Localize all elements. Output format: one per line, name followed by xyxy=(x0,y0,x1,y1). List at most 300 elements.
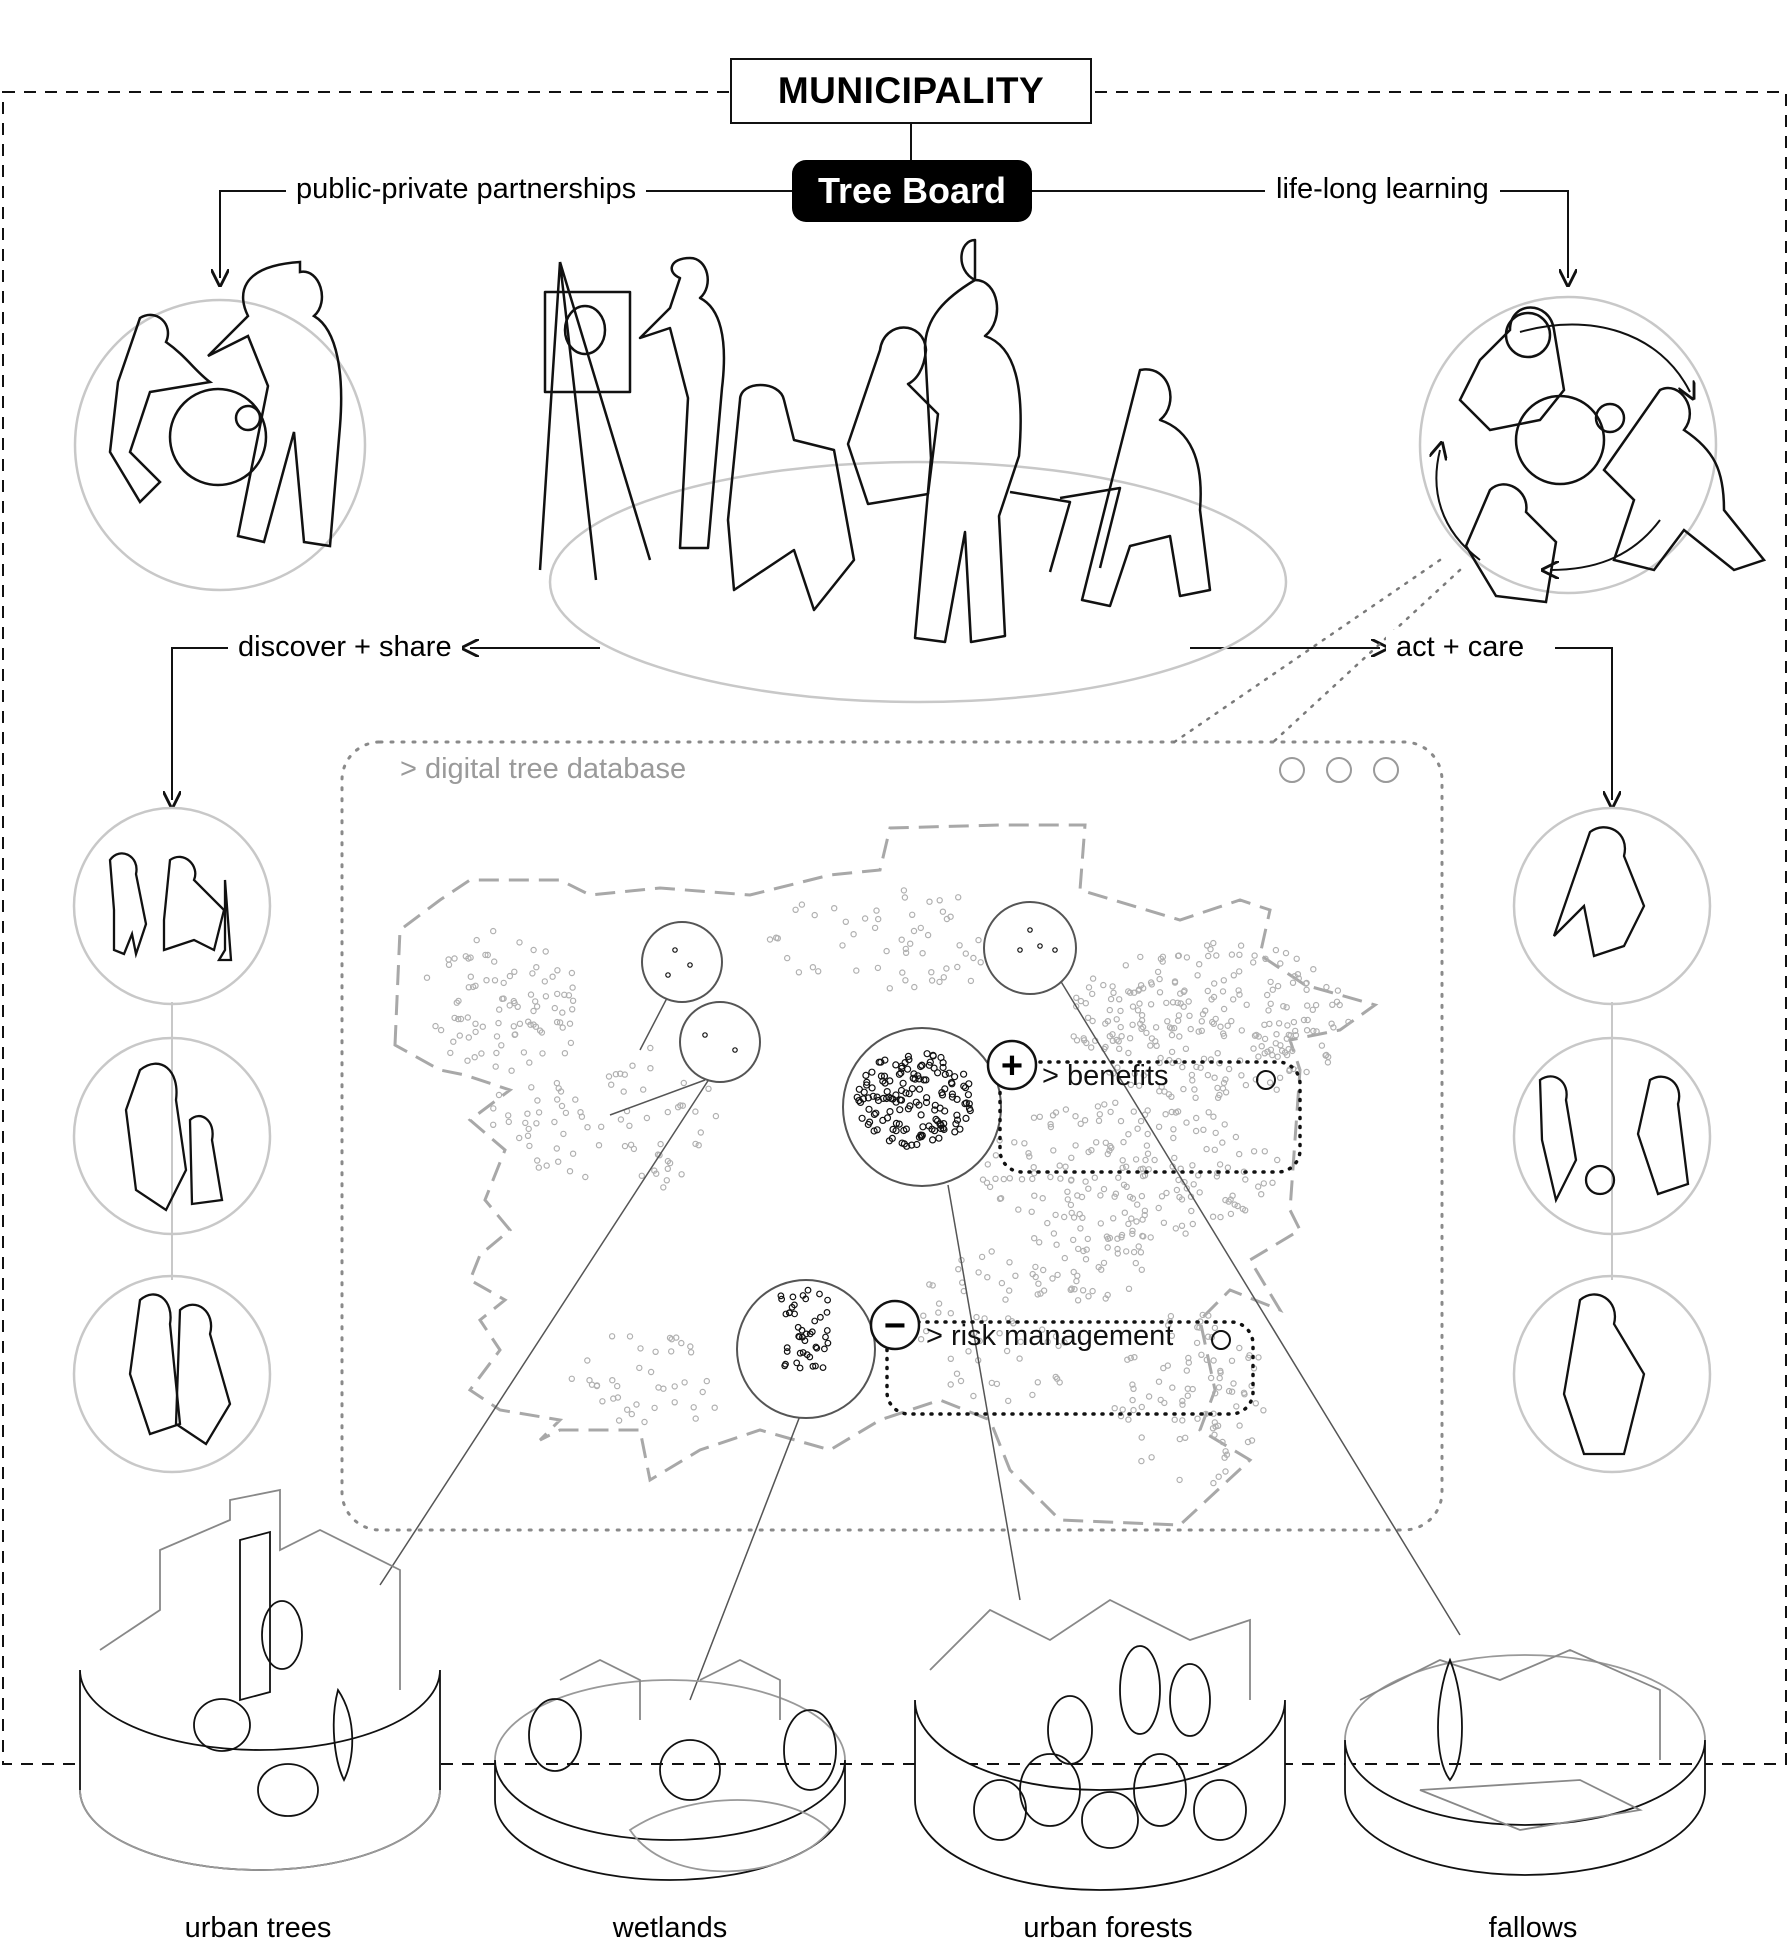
tree-dot xyxy=(523,1120,528,1125)
tree-dot xyxy=(1229,952,1234,957)
tree-dot xyxy=(629,1412,634,1417)
tree-dot xyxy=(1108,1109,1113,1114)
tree-dot xyxy=(1220,989,1225,994)
tree-dot xyxy=(911,928,916,933)
tree-dot xyxy=(1109,997,1114,1002)
tree-dot xyxy=(1126,1132,1131,1137)
tree-dot xyxy=(1181,1087,1186,1092)
tree-dot xyxy=(501,980,506,985)
tree-dot xyxy=(1110,984,1115,989)
tree-dot xyxy=(1016,1207,1021,1212)
tree-dot xyxy=(1291,1020,1296,1025)
tree-dot xyxy=(665,1166,670,1171)
tree-dot xyxy=(1120,1158,1125,1163)
tree-dot xyxy=(570,985,575,990)
tree-dot xyxy=(552,1119,557,1124)
tree-dot xyxy=(899,937,904,942)
tree-dot xyxy=(496,1021,501,1026)
tree-dot xyxy=(1275,1157,1280,1162)
tree-dot xyxy=(536,1165,541,1170)
tree-dot xyxy=(1304,987,1309,992)
tree-dot xyxy=(622,1144,627,1149)
tree-dot xyxy=(1218,1024,1223,1029)
tree-dot xyxy=(948,1356,953,1361)
tree-dot xyxy=(1220,1140,1225,1145)
tree-dot xyxy=(639,1173,644,1178)
tree-dot xyxy=(940,909,945,914)
tree-dot xyxy=(1101,1260,1106,1265)
tree-dot xyxy=(1081,1288,1086,1293)
tree-dot xyxy=(1239,943,1244,948)
tree-dot xyxy=(1086,1015,1091,1020)
tree-dot xyxy=(1161,1220,1166,1225)
tree-dot xyxy=(1032,1236,1037,1241)
tree-dot xyxy=(1276,984,1281,989)
tree-dot xyxy=(1144,1030,1149,1035)
tree-dot xyxy=(1101,1187,1106,1192)
tree-dot xyxy=(1051,1148,1056,1153)
tree-dot xyxy=(937,1301,942,1306)
zoom-circle-risk xyxy=(737,1280,875,1418)
tree-dot xyxy=(642,1419,647,1424)
tree-dot xyxy=(956,895,961,900)
tree-dot xyxy=(1253,1401,1258,1406)
tree-dot xyxy=(561,1131,566,1136)
tree-dot xyxy=(1228,1211,1233,1216)
tree-dot xyxy=(1212,1325,1217,1330)
tree-dot xyxy=(649,1369,654,1374)
tree-dot xyxy=(1042,1288,1047,1293)
discover-figures xyxy=(110,853,231,1444)
tree-dot xyxy=(1185,1393,1190,1398)
tree-dot xyxy=(496,1092,501,1097)
tree-dot xyxy=(637,1365,642,1370)
tree-dot xyxy=(1176,1018,1181,1023)
tree-dot xyxy=(1170,1049,1175,1054)
tree-dot xyxy=(1144,1143,1149,1148)
tree-dot xyxy=(1195,973,1200,978)
tree-dot xyxy=(1013,1273,1018,1278)
tree-dot xyxy=(918,925,923,930)
tree-dot xyxy=(1022,1141,1027,1146)
tree-dot xyxy=(989,1380,994,1385)
tree-dot xyxy=(989,1249,994,1254)
label-public-private: public-private partnerships xyxy=(286,172,646,206)
tree-dot xyxy=(1180,1398,1185,1403)
tree-dot xyxy=(638,1346,643,1351)
tree-dot xyxy=(1075,1273,1080,1278)
tree-dot xyxy=(1050,1276,1055,1281)
tree-dot xyxy=(901,888,906,893)
tree-dot xyxy=(1130,1022,1135,1027)
tree-dot xyxy=(873,925,878,930)
tree-dot xyxy=(534,1121,539,1126)
tree-dot xyxy=(948,1382,953,1387)
tree-dot xyxy=(1054,1242,1059,1247)
tree-dot xyxy=(494,1034,499,1039)
tree-dot xyxy=(554,1081,559,1086)
tree-dot xyxy=(535,1004,540,1009)
tree-dot xyxy=(978,960,983,965)
tree-dot xyxy=(573,1097,578,1102)
tree-dot xyxy=(944,966,949,971)
tree-dot xyxy=(1076,1246,1081,1251)
window-button-3[interactable] xyxy=(1374,758,1398,782)
tree-dot xyxy=(1139,1404,1144,1409)
tree-dot xyxy=(1184,1120,1189,1125)
tree-dot xyxy=(1274,1032,1279,1037)
tree-dot xyxy=(1177,1437,1182,1442)
tree-dot xyxy=(1183,1046,1188,1051)
tree-dot xyxy=(621,1089,626,1094)
tree-dot xyxy=(1118,1008,1123,1013)
tree-dot xyxy=(1163,1112,1168,1117)
tree-dot xyxy=(555,968,560,973)
tree-dot xyxy=(954,1371,959,1376)
tree-dot xyxy=(1324,985,1329,990)
tree-dot xyxy=(963,951,968,956)
tree-dot xyxy=(1126,1221,1131,1226)
caption-wetlands: wetlands xyxy=(612,1912,728,1944)
tree-dot xyxy=(1266,1008,1271,1013)
tree-dot xyxy=(1283,951,1288,956)
tree-dot xyxy=(448,1050,453,1055)
tree-dot xyxy=(1032,1193,1037,1198)
tree-dot xyxy=(521,1050,526,1055)
tree-dot xyxy=(1270,987,1275,992)
tree-dot xyxy=(1091,976,1096,981)
tree-dot xyxy=(921,1313,926,1318)
tree-dot xyxy=(1045,1221,1050,1226)
tree-dot xyxy=(1273,948,1278,953)
tree-dot xyxy=(1212,1147,1217,1152)
tree-dot xyxy=(1284,1005,1289,1010)
tree-dot xyxy=(1190,1221,1195,1226)
tree-dot xyxy=(1006,1398,1011,1403)
tree-dot xyxy=(976,938,981,943)
tree-dot xyxy=(1172,1155,1177,1160)
tree-dot xyxy=(1189,1072,1194,1077)
tree-dot xyxy=(596,1143,601,1148)
tree-dot xyxy=(696,1143,701,1148)
tree-dot xyxy=(1154,1025,1159,1030)
tree-dot xyxy=(567,1021,572,1026)
tree-dot xyxy=(1071,1237,1076,1242)
tree-dot xyxy=(1027,1154,1032,1159)
tree-dot xyxy=(876,917,881,922)
tree-dot xyxy=(1183,1435,1188,1440)
tree-dot xyxy=(474,938,479,943)
tree-dot xyxy=(843,919,848,924)
zoom-circle-a xyxy=(642,922,722,1002)
tree-dot xyxy=(976,1270,981,1275)
tree-dot xyxy=(570,1007,575,1012)
tree-dot xyxy=(1149,1455,1154,1460)
tree-dot xyxy=(816,969,821,974)
tree-dot xyxy=(562,1051,567,1056)
tree-dot xyxy=(1098,1221,1103,1226)
tree-dot xyxy=(1131,1408,1136,1413)
tree-dot xyxy=(1139,1459,1144,1464)
tree-dot xyxy=(537,1110,542,1115)
tree-dot xyxy=(799,902,804,907)
tree-dot xyxy=(609,1082,614,1087)
tree-dot xyxy=(1213,1130,1218,1135)
tree-dot xyxy=(1085,1236,1090,1241)
tree-dot xyxy=(530,971,535,976)
tree-dot xyxy=(1220,1086,1225,1091)
tree-dot xyxy=(617,1418,622,1423)
label-life-long: life-long learning xyxy=(1266,172,1499,206)
tree-dot xyxy=(1199,1352,1204,1357)
tree-dot xyxy=(688,1344,693,1349)
tree-dot xyxy=(1251,1046,1256,1051)
tree-dot xyxy=(941,975,946,980)
tree-dot xyxy=(1071,1034,1076,1039)
tree-dot xyxy=(1281,1004,1286,1009)
tree-dot xyxy=(1174,1187,1179,1192)
tree-dot xyxy=(1194,1128,1199,1133)
tree-dot xyxy=(543,949,548,954)
tree-dot xyxy=(672,1400,677,1405)
tree-dot xyxy=(631,1146,636,1151)
benefits-toggle-icon[interactable] xyxy=(1257,1071,1275,1089)
tree-dot xyxy=(851,932,856,937)
tree-dot xyxy=(1239,1073,1244,1078)
tree-dot xyxy=(1227,1066,1232,1071)
benefits-plus-glyph: + xyxy=(1000,1045,1024,1087)
tree-dot xyxy=(1262,1149,1267,1154)
risk-label: risk management xyxy=(950,1320,1174,1352)
tree-dot xyxy=(1294,956,1299,961)
tree-dot xyxy=(993,1153,998,1158)
tree-dot xyxy=(492,959,497,964)
tree-dot xyxy=(948,1311,953,1316)
tree-dot xyxy=(1017,1356,1022,1361)
caption-urban-trees: urban trees xyxy=(184,1912,332,1944)
tree-dot xyxy=(1037,1240,1042,1245)
tree-dot xyxy=(1275,1054,1280,1059)
tree-dot xyxy=(1078,1121,1083,1126)
tree-dot xyxy=(1138,1250,1143,1255)
tree-dot xyxy=(473,1021,478,1026)
tree-dot xyxy=(1179,1223,1184,1228)
tree-dot xyxy=(1216,1385,1221,1390)
tree-dot xyxy=(1134,1219,1139,1224)
tree-dot xyxy=(1076,1298,1081,1303)
tree-dot xyxy=(1083,1179,1088,1184)
tree-dot xyxy=(517,1135,522,1140)
tree-dot xyxy=(926,933,931,938)
label-discover-share: discover + share xyxy=(228,630,462,664)
tree-dot xyxy=(712,1405,717,1410)
tree-dot xyxy=(1097,1112,1102,1117)
tree-dot xyxy=(1325,1060,1330,1065)
tree-dot xyxy=(571,998,576,1003)
tree-dot xyxy=(1195,1340,1200,1345)
municipality-title: MUNICIPALITY xyxy=(730,58,1092,124)
window-button-2[interactable] xyxy=(1327,758,1351,782)
tree-dot xyxy=(706,1086,711,1091)
tree-dot xyxy=(672,1384,677,1389)
benefits-title[interactable] xyxy=(1042,1060,1169,1093)
tree-dot xyxy=(506,1119,511,1124)
tree-dot xyxy=(994,1381,999,1386)
tree-dot xyxy=(1217,1376,1222,1381)
tree-dot xyxy=(648,1066,653,1071)
tree-dot xyxy=(1145,1131,1150,1136)
tree-dot xyxy=(550,974,555,979)
tree-dot xyxy=(698,1130,703,1135)
tree-dot xyxy=(491,929,496,934)
tree-dot xyxy=(704,1379,709,1384)
tree-dot xyxy=(1137,1001,1142,1006)
tree-dot xyxy=(491,1106,496,1111)
window-button-1[interactable] xyxy=(1280,758,1304,782)
tree-dot xyxy=(535,1098,540,1103)
tree-dot xyxy=(1118,1025,1123,1030)
tree-dot xyxy=(681,1080,686,1085)
tree-dot xyxy=(1319,1043,1324,1048)
tree-dot xyxy=(927,1282,932,1287)
risk-title[interactable] xyxy=(926,1320,1173,1353)
tree-dot xyxy=(1218,1162,1223,1167)
tree-dot xyxy=(1001,1177,1006,1182)
database-chevron-icon: > xyxy=(400,753,417,785)
tree-dot xyxy=(1007,1260,1012,1265)
tree-dot xyxy=(1263,1036,1268,1041)
tree-dot xyxy=(1243,1083,1248,1088)
tree-dot xyxy=(652,1405,657,1410)
tree-dot xyxy=(937,979,942,984)
tree-dot xyxy=(1268,1080,1273,1085)
tree-dot xyxy=(1206,1110,1211,1115)
tree-dot xyxy=(1029,1209,1034,1214)
tree-dot xyxy=(1033,1264,1038,1269)
tree-dot xyxy=(554,1146,559,1151)
tree-dot xyxy=(1225,1023,1230,1028)
tree-dot xyxy=(641,1087,646,1092)
risk-toggle-icon[interactable] xyxy=(1212,1331,1230,1349)
tree-dot xyxy=(1089,1045,1094,1050)
tree-dot xyxy=(999,1281,1004,1286)
caption-fallows: fallows xyxy=(1488,1912,1578,1944)
tree-board-badge[interactable]: Tree Board xyxy=(792,160,1032,222)
tree-dot xyxy=(465,1058,470,1063)
tree-dot xyxy=(1132,1250,1137,1255)
tree-dot xyxy=(529,1085,534,1090)
tree-dot xyxy=(1205,1073,1210,1078)
tree-dot xyxy=(560,1010,565,1015)
tree-dot xyxy=(958,1378,963,1383)
tree-dot xyxy=(1157,990,1162,995)
tree-dot xyxy=(1148,1235,1153,1240)
tree-dot xyxy=(585,1358,590,1363)
tree-dot xyxy=(955,964,960,969)
tree-dot xyxy=(534,965,539,970)
tree-dot xyxy=(854,968,859,973)
tree-dot xyxy=(812,913,817,918)
tree-dot xyxy=(599,1124,604,1129)
tree-dot xyxy=(1190,1163,1195,1168)
tree-dot xyxy=(1051,1231,1056,1236)
tree-dot xyxy=(1058,1176,1063,1181)
tree-dot xyxy=(1135,1202,1140,1207)
tree-dot xyxy=(484,978,489,983)
tree-dot xyxy=(439,1028,444,1033)
tree-dot xyxy=(1123,963,1128,968)
tree-dot xyxy=(1194,1115,1199,1120)
tree-dot xyxy=(1090,991,1095,996)
tree-dot xyxy=(1177,1034,1182,1039)
tree-dot xyxy=(517,1021,522,1026)
tree-dot xyxy=(1007,1288,1012,1293)
tree-dot xyxy=(1152,1157,1157,1162)
tree-dot xyxy=(1139,1194,1144,1199)
tree-dot xyxy=(903,978,908,983)
tree-dot xyxy=(540,1051,545,1056)
tree-dot xyxy=(479,1051,484,1056)
tree-dot xyxy=(494,1050,499,1055)
tree-dot xyxy=(1171,1127,1176,1132)
tree-dot xyxy=(1314,1003,1319,1008)
tree-dot xyxy=(1251,960,1256,965)
tree-dot xyxy=(920,951,925,956)
risk-minus-glyph: − xyxy=(883,1305,907,1347)
landscape-urban-forests xyxy=(915,1600,1285,1890)
tree-dot xyxy=(669,1349,674,1354)
tree-dot xyxy=(618,1117,623,1122)
municipality-boundary xyxy=(3,92,1786,1764)
tree-dot xyxy=(1222,1006,1227,1011)
tree-dot xyxy=(1305,1028,1310,1033)
tree-dot xyxy=(993,1176,998,1181)
tree-dot xyxy=(1304,1069,1309,1074)
tree-dot xyxy=(517,940,522,945)
tree-dot xyxy=(1285,1023,1290,1028)
tree-dot xyxy=(653,1349,658,1354)
tree-dot xyxy=(1170,1385,1175,1390)
tree-dot xyxy=(499,1043,504,1048)
tree-dot xyxy=(1048,1174,1053,1179)
tree-dot xyxy=(1311,1028,1316,1033)
tree-dot xyxy=(1121,1140,1126,1145)
tree-dot xyxy=(1215,1051,1220,1056)
tree-dot xyxy=(1036,1281,1041,1286)
tree-dot xyxy=(1268,979,1273,984)
tree-dot xyxy=(525,1111,530,1116)
tree-dot xyxy=(1019,1177,1024,1182)
tree-dot xyxy=(1063,1164,1068,1169)
tree-dot xyxy=(1135,1126,1140,1131)
tree-dot xyxy=(491,1122,496,1127)
tree-dot xyxy=(1206,953,1211,958)
tree-dot xyxy=(1130,1398,1135,1403)
tree-dot xyxy=(1183,1231,1188,1236)
tree-dot xyxy=(1196,1029,1201,1034)
tree-dot xyxy=(919,1337,924,1342)
tree-dot xyxy=(1188,1027,1193,1032)
tree-dot xyxy=(492,978,497,983)
tree-dot xyxy=(1180,1418,1185,1423)
tree-dot xyxy=(555,1097,560,1102)
tree-dot xyxy=(600,1399,605,1404)
tree-dot xyxy=(980,1177,985,1182)
tree-dot xyxy=(1213,1016,1218,1021)
tree-dot xyxy=(1057,1163,1062,1168)
tree-dot xyxy=(957,943,962,948)
tree-dot xyxy=(1131,1109,1136,1114)
